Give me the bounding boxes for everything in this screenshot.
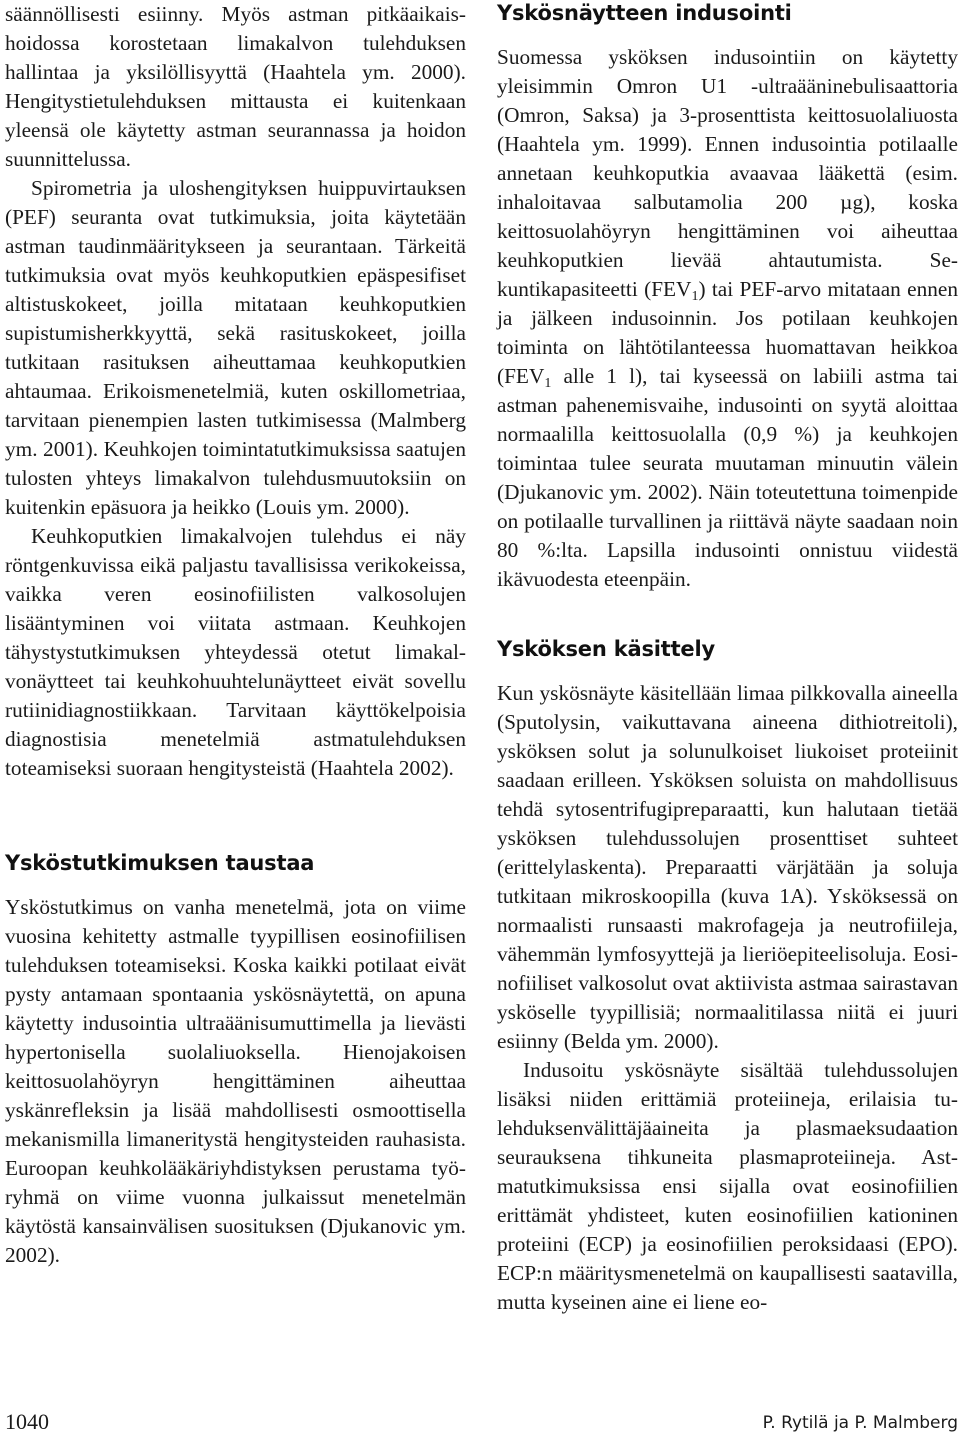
section-heading-kasittely: Ysköksen käsittely	[497, 637, 715, 661]
paragraph-indusoitu: Indusoitu yskösnäyte sisältää tulehdussolujen lisäksi niiden erittämiä proteiineja, erilaisia tulehduksenvälittäjäaineita ja plasmaeksudaation seurauksena tihkuneita plasmaproteiineja. Astmatutkimuksissa ensi sijalla ovat eosinofiilien erittämät yhdisteet, kuten eosinofiilien kationinen proteiini (ECP) ja eosinofiilien peroksidaasi (EPO). ECP:n määritysmenetelmä on kaupallisesti saatavilla, mutta kyseinen aine ei liene eo-	[497, 1058, 958, 1314]
paragraph-keuhkoputkien: Keuhkoputkien limakalvojen tulehdus ei näy röntgenkuvissa eikä paljastu tavallisissa verikokeissa, vaikka veren eosinofiilisten valkosolujen lisääntyminen voi viitata astmaan. Keuhkojen tähystystutkimuksen yhteydessä otetut limakalvonäytteet tai keuhkohuuhtelunäytteet eivät sovellu rutiinidiagnostiikkaan. Tarvitaan käyttökelpoisia diagnostisia menetelmiä astmatulehduksen toteamiseksi suoraan hengitysteistä (Haahtela 2002).	[5, 524, 466, 780]
subscript: 1	[691, 289, 699, 304]
text-fragment: Suomessa ysköksen indusointiin on käytetty yleisimmin Omron U1 -ultraääninebulisaattoria (Omron, Saksa) ja 3-prosenttista keittosuolaliuosta (Haahtela ym. 1999). Ennen indusointia potilaalle annetaan keuhkoputkia avaavaa lääkettä (esim. inhaloitavaa salbutamolia 200 µg), koska keittosuolahöyryn hengittäminen voi aiheuttaa keuhkoputkien lievää ahtautumista. Sekuntikapasiteetti (FEV	[497, 45, 958, 301]
paragraph-indusointi	[497, 43, 958, 594]
text-fragment: ) tai PEF-arvo mitataan ennen ja jälkeen indusoinnin. Jos potilaan keuhkojen toiminta on lähtötilanteessa huomattavan heikkoa (FEV	[497, 277, 958, 388]
paragraph-continued: säännöllisesti esiinny. Myös astman pitkäaikaishoidossa korostetaan limakalvon tulehduksen hallintaa ja yksilöllisyyttä (Haahtela ym. 2000). Hengitystietulehduksen mittausta ei kuitenkaan yleensä ole käytetty astman seurannassa ja hoidon suunnittelussa.	[5, 2, 466, 171]
running-footer-authors: P. Rytilä ja P. Malmberg	[762, 1413, 958, 1433]
section-heading-indusointi: Yskösnäytteen indusointi	[497, 1, 792, 25]
paragraph-kasittely: Kun yskösnäyte käsitellään limaa pilkkovalla aineella (Sputolysin, vaikuttavana aineena dithiotreitoli), ysköksen solut ja solunulkoiset liukoiset proteiinit saadaan erilleen. Ysköksen soluista on mahdollisuus tehdä sytosentrifugipreparaatti, kun halutaan tietää ysköksen tulehdussolujen prosenttiset suhteet (erittelylaskenta). Preparaatti värjätään ja soluja tutkitaan mikroskoopilla (kuva 1A). Ysköksessä on normaalisti runsaasti makrofageja ja neutrofiileja, vähemmän lymfosyyttejä ja lieriöepiteelisoluja. Eosinofiiliset valkosolut ovat aktiivista astmaa sairastavan ysköselle tyypillisiä; normaalitilassa niitä ei juuri esiinny (Belda ym. 2000).	[497, 681, 958, 1053]
text-fragment: alle 1 l), tai kyseessä on labiili astma tai astman pahenemisvaihe, indusointi on syytä aloittaa normaalilla keittosuolalla (0,9 %) ja keuhkojen toimintaa tulee seurata muutaman minuutin välein (Djukanovic ym. 2002). Näin toteutettuna toimenpide on potilaalle turvallinen ja riittävä näyte saadaan noin 80 %:lta. Lapsilla indusointi onnistuu viidestä ikävuodesta eteenpäin.	[497, 364, 958, 591]
paragraph-taustaa: Ysköstutkimus on vanha menetelmä, jota on viime vuosina kehitetty astmalle tyypillisen eosinofiilisen tulehduksen toteamiseksi. Koska kaikki potilaat eivät pysty antamaan spontaania yskösnäytettä, on apuna käytetty indusointia ultraäänisumuttimella ja lievästi hypertonisella suolaliuoksella. Hienojakoisen keittosuolahöyryn hengittäminen aiheuttaa yskänrefleksin ja lisää mahdollisesti osmoottisella mekanismilla limaneritystä hengitysteiden rauhasista. Euroopan keuhkolääkäriyhdistyksen perustama työryhmä on viime vuonna julkaissut menetelmän käytöstä kansainvälisen suosituksen (Djukanovic ym. 2002).	[5, 895, 466, 1267]
right-column	[497, 0, 958, 1317]
subscript: 1	[544, 376, 552, 391]
section-heading-taustaa: Ysköstutkimuksen taustaa	[5, 851, 315, 875]
paragraph-spirometria: Spirometria ja uloshengityksen huippuvirtauksen (PEF) seuranta ovat tutkimuksia, joita käytetään astman taudinmääritykseen ja seurantaan. Tärkeitä tutkimuksia ovat myös keuhkoputkien epäspesifiset altistuskokeet, joilla mitataan keuhkoputkien supistumisherkkyyttä, sekä rasituskokeet, joilla tutkitaan rasituksen aiheuttamaa keuhkoputkien ahtaumaa. Erikoismenetelmiä, kuten oskillometriaa, tarvitaan pienempien lasten tutkimisessa (Malmberg ym. 2001). Keuhkojen toimintatutkimuksissa saatujen tulosten yhteys limakalvon tulehdusmuutoksiin on kuitenkin epäsuora ja heikko (Louis ym. 2000).	[5, 176, 466, 519]
page-number: 1040	[5, 1409, 49, 1434]
left-column	[5, 0, 466, 1270]
